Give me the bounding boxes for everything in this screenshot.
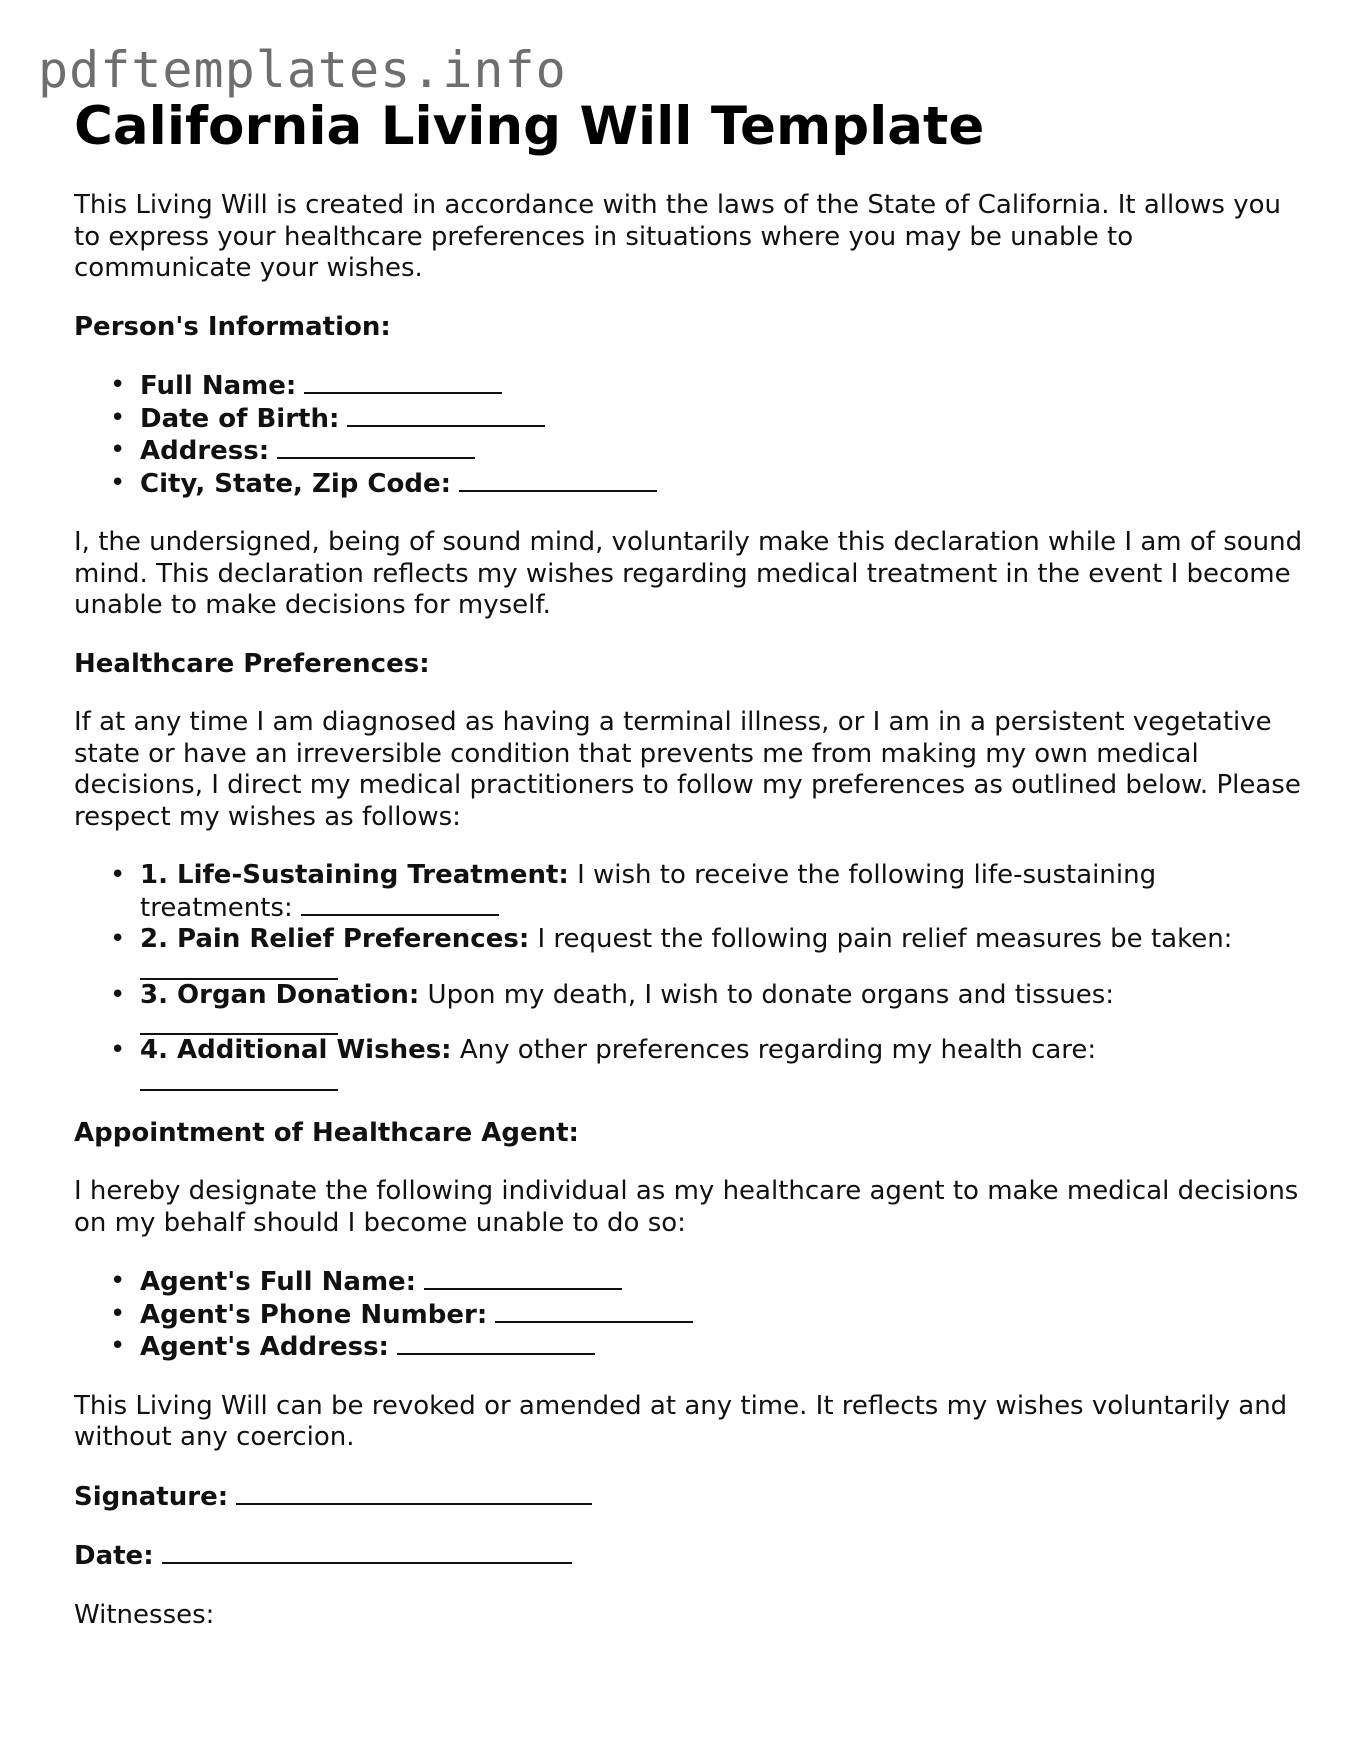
date-label: Date: xyxy=(74,1541,154,1571)
item-label: 1. Life-Sustaining Treatment: xyxy=(140,860,569,890)
agent-full-name-field[interactable] xyxy=(424,1266,622,1290)
list-item xyxy=(74,468,1304,501)
field-label: Address: xyxy=(140,436,270,466)
field-label: Date of Birth: xyxy=(140,403,340,434)
city-state-zip-field[interactable] xyxy=(459,468,657,492)
preferences-heading: Healthcare Preferences: xyxy=(74,648,430,679)
list-item xyxy=(74,924,1304,980)
list-item xyxy=(74,980,1304,1036)
agent-heading: Appointment of Healthcare Agent: xyxy=(74,1117,579,1148)
item-text: Upon my death, I wish to donate organs and tissues: xyxy=(427,979,1115,1010)
agent-list xyxy=(74,1266,1304,1364)
field-label: City, State, Zip Code: xyxy=(140,468,451,499)
list-item xyxy=(74,435,1304,468)
intro-paragraph: This Living Will is created in accordance with the laws of the State of California. It allows you to express your healthcare preferences in situations where you may be unable to communicate your wishes. xyxy=(74,190,1281,283)
field-label: Agent's Full Name: xyxy=(140,1267,417,1297)
additional-wishes-field[interactable] xyxy=(140,1067,338,1091)
field-label: Full Name: xyxy=(140,371,297,401)
item-text: I request the following pain relief measures be taken: xyxy=(537,924,1233,954)
item-label: 4. Additional Wishes: xyxy=(140,1035,452,1065)
item-label: 3. Organ Donation: xyxy=(140,979,420,1010)
signature-field[interactable] xyxy=(236,1481,592,1505)
life-sustaining-field[interactable] xyxy=(301,892,499,916)
page-title: California Living Will Template xyxy=(74,96,985,157)
item-text: Any other preferences regarding my health care: xyxy=(459,1035,1097,1065)
signature-label: Signature: xyxy=(74,1481,229,1512)
organ-donation-field[interactable] xyxy=(140,1011,338,1035)
address-field[interactable] xyxy=(277,435,475,459)
agent-phone-field[interactable] xyxy=(495,1299,693,1323)
list-item xyxy=(74,1299,1304,1332)
declaration-paragraph: I, the undersigned, being of sound mind, voluntarily make this declaration while I am of sound mind. This declaration reflects my wishes regarding medical treatment in the event I become unable to make decisions for myself. xyxy=(74,527,1303,620)
signature-line xyxy=(74,1481,1304,1514)
date-of-birth-field[interactable] xyxy=(347,403,545,427)
item-label: 2. Pain Relief Preferences: xyxy=(140,924,530,954)
person-info-heading: Person's Information: xyxy=(74,311,391,342)
full-name-field[interactable] xyxy=(304,370,502,394)
revocation-paragraph: This Living Will can be revoked or amended at any time. It reflects my wishes voluntarily and without any coercion. xyxy=(74,1390,1288,1452)
person-info-list xyxy=(74,370,1304,500)
date-field[interactable] xyxy=(162,1540,572,1564)
agent-address-field[interactable] xyxy=(397,1331,595,1355)
agent-intro: I hereby designate the following individual as my healthcare agent to make medical decisions on my behalf should I become unable to do so: xyxy=(74,1176,1299,1238)
list-item xyxy=(74,403,1304,436)
watermark: pdftemplates.info xyxy=(38,41,567,99)
list-item xyxy=(74,1331,1304,1364)
witnesses-label: Witnesses: xyxy=(74,1599,215,1630)
list-item xyxy=(74,860,1304,924)
pain-relief-field[interactable] xyxy=(140,956,338,980)
item-text: I wish to receive the following life-sustaining treatments: xyxy=(140,860,1157,923)
field-label: Agent's Address: xyxy=(140,1332,389,1362)
document-page xyxy=(74,92,1304,1631)
list-item xyxy=(74,1035,1304,1091)
preferences-list xyxy=(74,860,1304,1091)
preferences-intro: If at any time I am diagnosed as having a terminal illness, or I am in a persistent vegetative state or have an irreversible condition that prevents me from making my own medical decisions, I direct my medical practitioners to follow my preferences as outlined below. Please respect my wishes as follows: xyxy=(74,707,1301,832)
list-item xyxy=(74,1266,1304,1299)
date-line xyxy=(74,1540,1304,1573)
field-label: Agent's Phone Number: xyxy=(140,1299,488,1330)
list-item xyxy=(74,370,1304,403)
